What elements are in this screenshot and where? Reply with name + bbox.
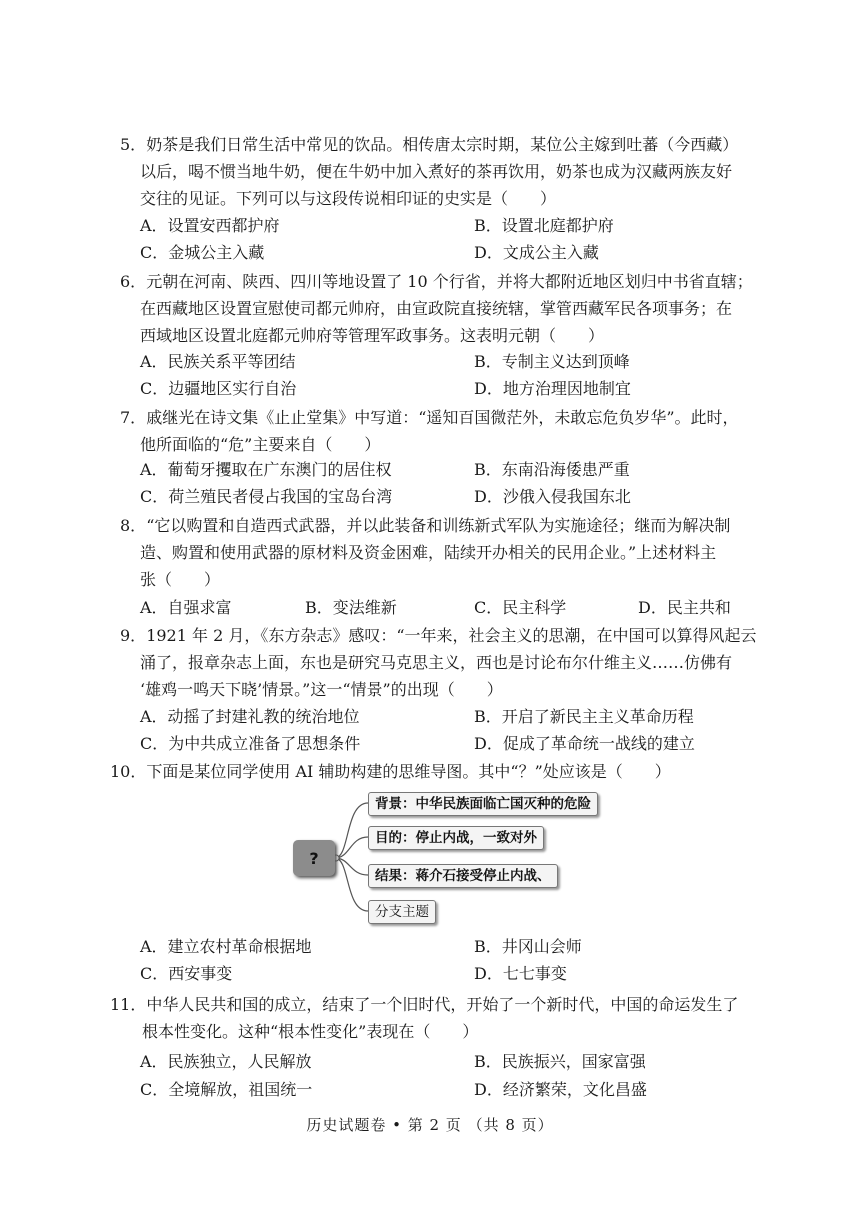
option-c: C．民主科学 [474,598,567,617]
question-9 [120,622,760,703]
mind-map [290,790,620,925]
option-a: A．自强求富 [140,598,232,617]
option-c: C．西安事变 [140,964,233,983]
stem-text: 他所面临的“危”主要来自（ ） [140,435,381,454]
option-d: D．促成了革命统一战线的建立 [474,734,695,753]
stem-line [120,649,760,676]
stem-text: 元朝在河南、陕西、四川等地设置了 10 个行省，并将大都附近地区划归中书省直辖； [146,272,753,291]
option-b: B．民族振兴，国家富强 [474,1052,646,1071]
stem-text: 在西藏地区设置宣慰使司都元帅府，由宣政院直接统辖，掌管西藏军民各项事务；在 [140,299,733,318]
mind-map-node-branch: 分支主题 [368,900,436,924]
option-a: A．民族独立，人民解放 [140,1052,312,1071]
stem-text: 西域地区设置北庭都元帅府等管理军政事务。这表明元朝（ ） [140,326,605,345]
stem-text: 以后，喝不惯当地牛奶，便在牛奶中加入煮好的茶再饮用，奶茶也成为汉藏两族友好 [140,162,733,181]
stem-text: 奶茶是我们日常生活中常见的饮品。相传唐太宗时期，某位公主嫁到吐蕃（今西藏） [146,135,739,154]
stem-text: 中华人民共和国的成立，结束了一个旧时代，开始了一个新时代，中国的命运发生了 [146,995,739,1014]
mind-map-center-node: ? [293,840,335,876]
option-b: B．变法维新 [305,598,397,617]
option-d: D．经济繁荣，文化昌盛 [474,1080,647,1099]
stem-line [120,622,760,649]
stem-line [120,295,760,322]
option-c: C．全境解放，祖国统一 [140,1080,313,1099]
stem-text: 涌了，报章杂志上面，东也是研究马克思主义，西也是讨论布尔什维主义……仿佛有 [140,653,733,672]
stem-line [120,268,760,295]
option-a: A．葡萄牙攫取在广东澳门的居住权 [140,460,392,479]
option-c: C．荷兰殖民者侵占我国的宝岛台湾 [140,487,393,506]
option-d: D．文成公主入藏 [474,243,599,262]
stem-line [120,404,760,431]
option-b: B．井冈山会师 [474,937,582,956]
stem-line [120,322,760,349]
stem-text: 张（ ） [140,570,221,589]
option-d: D．地方治理因地制宜 [474,379,631,398]
option-c: C．边疆地区实行自治 [140,379,297,398]
question-number: 10． [110,762,147,781]
stem-line [120,566,760,593]
stem-line [120,431,760,458]
stem-text: “它以购置和自造西式武器，并以此装备和训练新式军队为实施途径；继而为解决制 [146,516,731,535]
page-footer: 历史试题卷 • 第 2 页 （共 8 页） [306,1116,554,1134]
option-c: C．为中共成立准备了思想条件 [140,734,361,753]
mind-map-node-purpose: 目的：停止内战，一致对外 [368,826,544,850]
question-number: 9． [120,626,147,645]
option-a: A．建立农村革命根据地 [140,937,312,956]
stem-text: 交往的见证。下列可以与这段传说相印证的史实是（ ） [140,189,557,208]
mind-map-node-background: 背景：中华民族面临亡国灭种的危险 [368,792,598,816]
question-number: 11． [110,995,147,1014]
stem-line [120,131,760,158]
option-a: A．民族关系平等团结 [140,352,296,371]
connector-line [335,858,368,911]
option-d: D．民主共和 [638,598,731,617]
stem-text: 1921 年 2 月，《东方杂志》感叹：“一年来，社会主义的思潮，在中国可以算得风起云 [146,626,757,645]
stem-line [120,185,760,212]
question-8 [120,512,760,593]
stem-text: ‘雄鸡一鸣天下晓’情景。”这一“情景”的出现（ ） [140,680,503,699]
question-11 [110,991,760,1045]
stem-line [110,758,760,785]
option-d: D．七七事变 [474,964,567,983]
question-number: 8． [120,516,147,535]
option-b: B．开启了新民主主义革命历程 [474,707,694,726]
stem-text: 下面是某位同学使用 AI 辅助构建的思维导图。其中“？”处应该是（ ） [146,762,671,781]
option-a: A．设置安西都护府 [140,216,280,235]
question-number: 7． [120,408,147,427]
stem-text: 造、购置和使用武器的原材料及资金困难，陆续开办相关的民用企业。”上述材料主 [140,543,717,562]
option-b: B．专制主义达到顶峰 [474,352,630,371]
stem-line [120,512,760,539]
option-c: C．金城公主入藏 [140,243,265,262]
stem-line [120,539,760,566]
stem-line [120,676,760,703]
question-number: 6． [120,272,147,291]
connector-line [335,803,368,858]
question-5 [120,131,760,212]
question-number: 5． [120,135,147,154]
stem-text: 根本性变化。这种“根本性变化”表现在（ ） [142,1022,479,1041]
option-a: A．动摇了封建礼教的统治地位 [140,707,360,726]
stem-line [120,158,760,185]
option-b: B．东南沿海倭患严重 [474,460,630,479]
question-10 [110,758,760,785]
option-d: D．沙俄入侵我国东北 [474,487,631,506]
question-7 [120,404,760,458]
stem-line [110,991,760,1018]
mind-map-node-result: 结果：蒋介石接受停止内战、 [368,864,558,888]
option-b: B．设置北庭都护府 [474,216,614,235]
question-6 [120,268,760,349]
stem-text: 戚继光在诗文集《止止堂集》中写道：“遥知百国微茫外，未敢忘危负岁华”。此时， [146,408,739,427]
stem-line [110,1018,760,1045]
